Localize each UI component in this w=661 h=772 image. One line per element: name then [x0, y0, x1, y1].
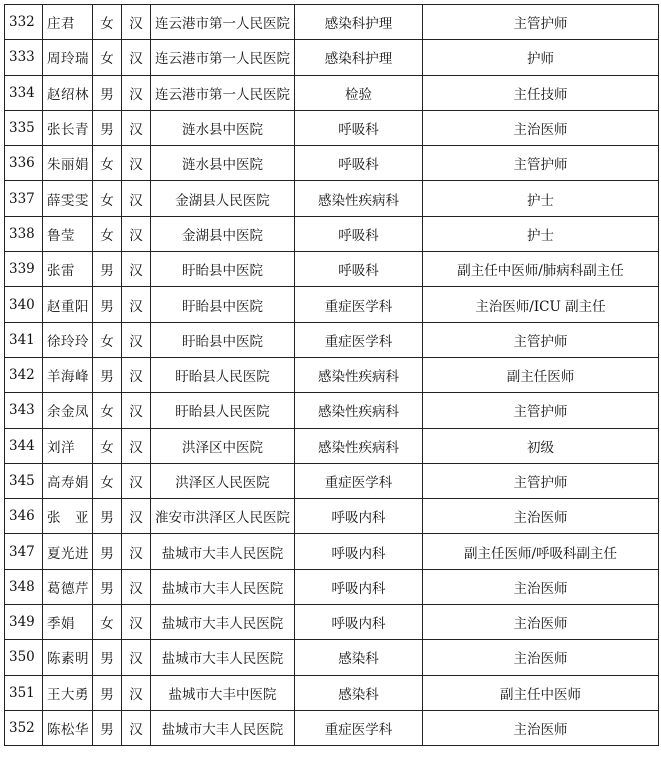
table-row [5, 110, 659, 145]
hospital-cell: 涟水县中医院 [151, 110, 295, 145]
person-name-cell: 葛德芹 [43, 569, 93, 604]
person-name-cell: 夏光进 [43, 534, 93, 569]
sex-cell: 女 [93, 322, 122, 357]
job-title-cell: 护士 [423, 216, 659, 251]
department-cell: 呼吸科 [295, 252, 423, 287]
row-number-cell: 350 [5, 640, 43, 675]
sex-cell: 男 [93, 75, 122, 110]
row-number-cell: 342 [5, 357, 43, 392]
table-row [5, 5, 659, 40]
department-cell: 呼吸内科 [295, 499, 423, 534]
person-name-cell: 庄君 [43, 5, 93, 40]
hospital-cell: 金湖县人民医院 [151, 181, 295, 216]
hospital-cell: 盐城市大丰人民医院 [151, 640, 295, 675]
person-name-cell: 刘洋 [43, 428, 93, 463]
row-number-cell: 343 [5, 393, 43, 428]
table-row [5, 675, 659, 710]
table-row [5, 322, 659, 357]
department-cell: 感染性疾病科 [295, 393, 423, 428]
job-title-cell: 主任技师 [423, 75, 659, 110]
sex-cell: 男 [93, 710, 122, 745]
ethnicity-cell: 汉 [122, 181, 151, 216]
row-number-cell: 351 [5, 675, 43, 710]
hospital-cell: 盐城市大丰人民医院 [151, 534, 295, 569]
person-name-cell: 陈松华 [43, 710, 93, 745]
hospital-cell: 洪泽区人民医院 [151, 463, 295, 498]
job-title-cell: 副主任医师/呼吸科副主任 [423, 534, 659, 569]
roster-body [5, 5, 659, 746]
job-title-cell: 副主任医师 [423, 357, 659, 392]
ethnicity-cell: 汉 [122, 75, 151, 110]
table-row [5, 640, 659, 675]
person-name-cell: 薛雯雯 [43, 181, 93, 216]
job-title-cell: 主管护师 [423, 146, 659, 181]
person-name-cell: 王大勇 [43, 675, 93, 710]
job-title-cell: 主管护师 [423, 463, 659, 498]
row-number-cell: 336 [5, 146, 43, 181]
job-title-cell: 护士 [423, 181, 659, 216]
ethnicity-cell: 汉 [122, 499, 151, 534]
row-number-cell: 335 [5, 110, 43, 145]
sex-cell: 男 [93, 499, 122, 534]
table-row [5, 710, 659, 745]
sex-cell: 女 [93, 428, 122, 463]
table-row [5, 357, 659, 392]
table-row [5, 146, 659, 181]
ethnicity-cell: 汉 [122, 146, 151, 181]
row-number-cell: 338 [5, 216, 43, 251]
hospital-cell: 盐城市大丰人民医院 [151, 605, 295, 640]
table-row [5, 287, 659, 322]
person-name-cell: 季娟 [43, 605, 93, 640]
hospital-cell: 连云港市第一人民医院 [151, 40, 295, 75]
table-row [5, 605, 659, 640]
person-name-cell: 赵绍林 [43, 75, 93, 110]
department-cell: 呼吸内科 [295, 569, 423, 604]
person-name-cell: 张雷 [43, 252, 93, 287]
row-number-cell: 348 [5, 569, 43, 604]
ethnicity-cell: 汉 [122, 569, 151, 604]
row-number-cell: 340 [5, 287, 43, 322]
row-number-cell: 333 [5, 40, 43, 75]
hospital-cell: 盐城市大丰中医院 [151, 675, 295, 710]
job-title-cell: 副主任中医师 [423, 675, 659, 710]
department-cell: 感染科 [295, 640, 423, 675]
ethnicity-cell: 汉 [122, 605, 151, 640]
person-name-cell: 羊海峰 [43, 357, 93, 392]
sex-cell: 女 [93, 463, 122, 498]
row-number-cell: 345 [5, 463, 43, 498]
row-number-cell: 332 [5, 5, 43, 40]
ethnicity-cell: 汉 [122, 40, 151, 75]
ethnicity-cell: 汉 [122, 428, 151, 463]
hospital-cell: 盱眙县人民医院 [151, 393, 295, 428]
sex-cell: 女 [93, 181, 122, 216]
sex-cell: 男 [93, 569, 122, 604]
department-cell: 重症医学科 [295, 710, 423, 745]
ethnicity-cell: 汉 [122, 252, 151, 287]
row-number-cell: 346 [5, 499, 43, 534]
table-row [5, 534, 659, 569]
row-number-cell: 339 [5, 252, 43, 287]
department-cell: 感染科 [295, 675, 423, 710]
hospital-cell: 盱眙县人民医院 [151, 357, 295, 392]
person-name-cell: 余金凤 [43, 393, 93, 428]
job-title-cell: 主治医师/ICU 副主任 [423, 287, 659, 322]
row-number-cell: 352 [5, 710, 43, 745]
hospital-cell: 连云港市第一人民医院 [151, 75, 295, 110]
department-cell: 感染科护理 [295, 5, 423, 40]
ethnicity-cell: 汉 [122, 287, 151, 322]
row-number-cell: 344 [5, 428, 43, 463]
job-title-cell: 主治医师 [423, 605, 659, 640]
hospital-cell: 盱眙县中医院 [151, 252, 295, 287]
hospital-cell: 连云港市第一人民医院 [151, 5, 295, 40]
job-title-cell: 主治医师 [423, 569, 659, 604]
job-title-cell: 主管护师 [423, 5, 659, 40]
job-title-cell: 初级 [423, 428, 659, 463]
hospital-cell: 淮安市洪泽区人民医院 [151, 499, 295, 534]
job-title-cell: 主治医师 [423, 710, 659, 745]
person-name-cell: 张 亚 [43, 499, 93, 534]
table-row [5, 216, 659, 251]
job-title-cell: 主管护师 [423, 393, 659, 428]
job-title-cell: 主治医师 [423, 640, 659, 675]
sex-cell: 女 [93, 216, 122, 251]
person-name-cell: 张长青 [43, 110, 93, 145]
table-row [5, 252, 659, 287]
table-row [5, 428, 659, 463]
ethnicity-cell: 汉 [122, 322, 151, 357]
table-row [5, 569, 659, 604]
department-cell: 重症医学科 [295, 287, 423, 322]
department-cell: 呼吸科 [295, 146, 423, 181]
sex-cell: 男 [93, 287, 122, 322]
job-title-cell: 主治医师 [423, 110, 659, 145]
department-cell: 感染科护理 [295, 40, 423, 75]
department-cell: 感染性疾病科 [295, 181, 423, 216]
hospital-cell: 涟水县中医院 [151, 146, 295, 181]
ethnicity-cell: 汉 [122, 463, 151, 498]
row-number-cell: 347 [5, 534, 43, 569]
sex-cell: 女 [93, 393, 122, 428]
job-title-cell: 护师 [423, 40, 659, 75]
sex-cell: 女 [93, 40, 122, 75]
row-number-cell: 341 [5, 322, 43, 357]
department-cell: 呼吸内科 [295, 605, 423, 640]
ethnicity-cell: 汉 [122, 534, 151, 569]
person-name-cell: 赵重阳 [43, 287, 93, 322]
sex-cell: 男 [93, 357, 122, 392]
hospital-cell: 洪泽区中医院 [151, 428, 295, 463]
ethnicity-cell: 汉 [122, 357, 151, 392]
department-cell: 重症医学科 [295, 322, 423, 357]
table-row [5, 499, 659, 534]
row-number-cell: 337 [5, 181, 43, 216]
staff-roster-table [4, 4, 659, 746]
table-row [5, 463, 659, 498]
department-cell: 重症医学科 [295, 463, 423, 498]
sex-cell: 男 [93, 534, 122, 569]
person-name-cell: 陈素明 [43, 640, 93, 675]
hospital-cell: 盐城市大丰人民医院 [151, 569, 295, 604]
person-name-cell: 高寿娟 [43, 463, 93, 498]
sex-cell: 男 [93, 252, 122, 287]
department-cell: 感染性疾病科 [295, 357, 423, 392]
ethnicity-cell: 汉 [122, 110, 151, 145]
table-row [5, 40, 659, 75]
job-title-cell: 主治医师 [423, 499, 659, 534]
job-title-cell: 副主任中医师/肺病科副主任 [423, 252, 659, 287]
hospital-cell: 金湖县中医院 [151, 216, 295, 251]
ethnicity-cell: 汉 [122, 5, 151, 40]
row-number-cell: 334 [5, 75, 43, 110]
ethnicity-cell: 汉 [122, 640, 151, 675]
ethnicity-cell: 汉 [122, 675, 151, 710]
table-row [5, 75, 659, 110]
person-name-cell: 朱丽娟 [43, 146, 93, 181]
row-number-cell: 349 [5, 605, 43, 640]
hospital-cell: 盐城市大丰人民医院 [151, 710, 295, 745]
table-row [5, 393, 659, 428]
ethnicity-cell: 汉 [122, 710, 151, 745]
person-name-cell: 鲁莹 [43, 216, 93, 251]
department-cell: 感染性疾病科 [295, 428, 423, 463]
sex-cell: 女 [93, 5, 122, 40]
department-cell: 呼吸内科 [295, 534, 423, 569]
ethnicity-cell: 汉 [122, 216, 151, 251]
sex-cell: 女 [93, 146, 122, 181]
sex-cell: 女 [93, 605, 122, 640]
person-name-cell: 徐玲玲 [43, 322, 93, 357]
department-cell: 呼吸科 [295, 110, 423, 145]
department-cell: 检验 [295, 75, 423, 110]
hospital-cell: 盱眙县中医院 [151, 287, 295, 322]
department-cell: 呼吸科 [295, 216, 423, 251]
person-name-cell: 周玲瑞 [43, 40, 93, 75]
sex-cell: 男 [93, 640, 122, 675]
table-row [5, 181, 659, 216]
sex-cell: 男 [93, 675, 122, 710]
sex-cell: 男 [93, 110, 122, 145]
hospital-cell: 盱眙县中医院 [151, 322, 295, 357]
ethnicity-cell: 汉 [122, 393, 151, 428]
job-title-cell: 主管护师 [423, 322, 659, 357]
